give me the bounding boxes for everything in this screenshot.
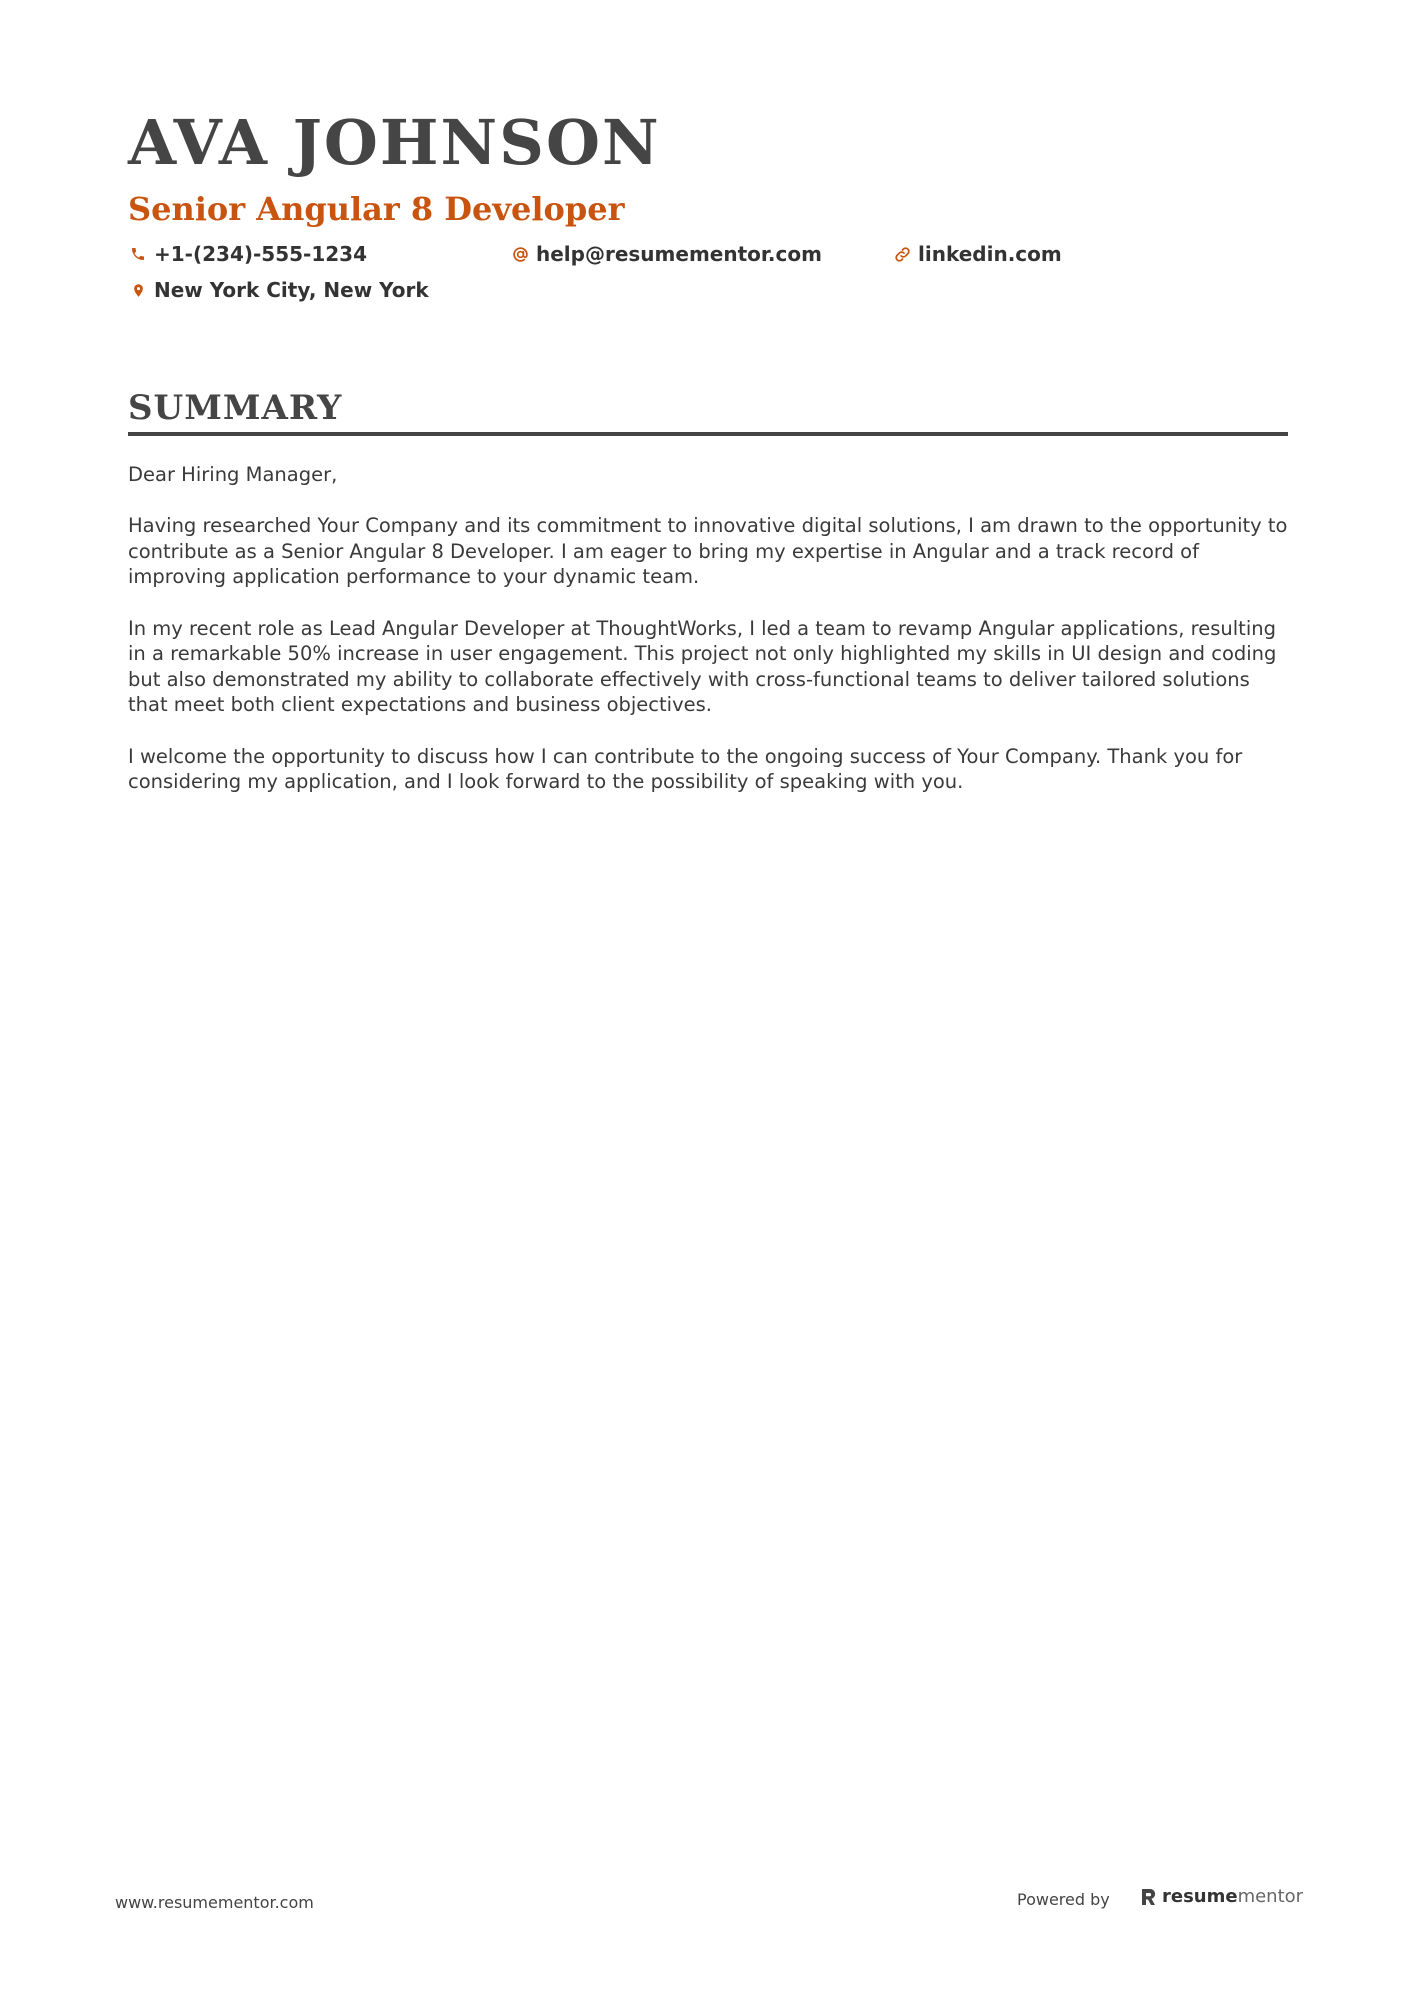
contact-email: [510, 240, 822, 268]
footer-brand[interactable]: [1140, 1886, 1303, 1907]
brand-text-mentor: mentor: [1237, 1886, 1304, 1907]
footer-website[interactable]: www.resumementor.com: [115, 1893, 314, 1912]
summary-heading: SUMMARY: [128, 388, 343, 428]
location-text: New York City, New York: [154, 278, 429, 302]
job-title: Senior Angular 8 Developer: [128, 190, 625, 228]
phone-text: +1-(234)-555-1234: [154, 242, 368, 266]
contact-phone: [128, 240, 367, 268]
email-text[interactable]: help@resumementor.com: [536, 242, 822, 266]
resumementor-logo-icon: [1140, 1887, 1158, 1907]
candidate-name: AVA JOHNSON: [128, 106, 661, 179]
location-pin-icon: [128, 280, 148, 300]
contact-linkedin: [892, 240, 1062, 268]
linkedin-text[interactable]: linkedin.com: [918, 242, 1062, 266]
link-icon: [892, 244, 912, 264]
section-divider: [128, 432, 1288, 436]
brand-text-resume: resume: [1162, 1886, 1238, 1907]
phone-icon: [128, 244, 148, 264]
contact-location: [128, 276, 429, 304]
letter-paragraph: Having researched Your Company and its commitment to innovative digital solutions, I am drawn to the opportunity to contribute as a Senior Angular 8 Developer. I am eager to bring my expertise in Angular and a track record of improving application performance to your dynamic team.: [128, 514, 1288, 589]
letter-paragraph: I welcome the opportunity to discuss how I can contribute to the ongoing success of Your Company. Thank you for considering my application, and I look forward to the possibility of speaking with you.: [128, 744, 1243, 794]
at-icon: [510, 244, 530, 264]
salutation: Dear Hiring Manager,: [128, 463, 338, 486]
letter-paragraph: In my recent role as Lead Angular Developer at ThoughtWorks, I led a team to revamp Angular applications, resulting in a remarkable 50% increase in user engagement. This project not only highlighted my skills in UI design and coding but also demonstrated my ability to collaborate effectively with cross-functional teams to deliver tailored solutions that meet both client expectations and business objectives.: [128, 616, 1277, 717]
letter-body: [128, 462, 1293, 820]
footer-powered-by: Powered by: [1017, 1890, 1110, 1909]
